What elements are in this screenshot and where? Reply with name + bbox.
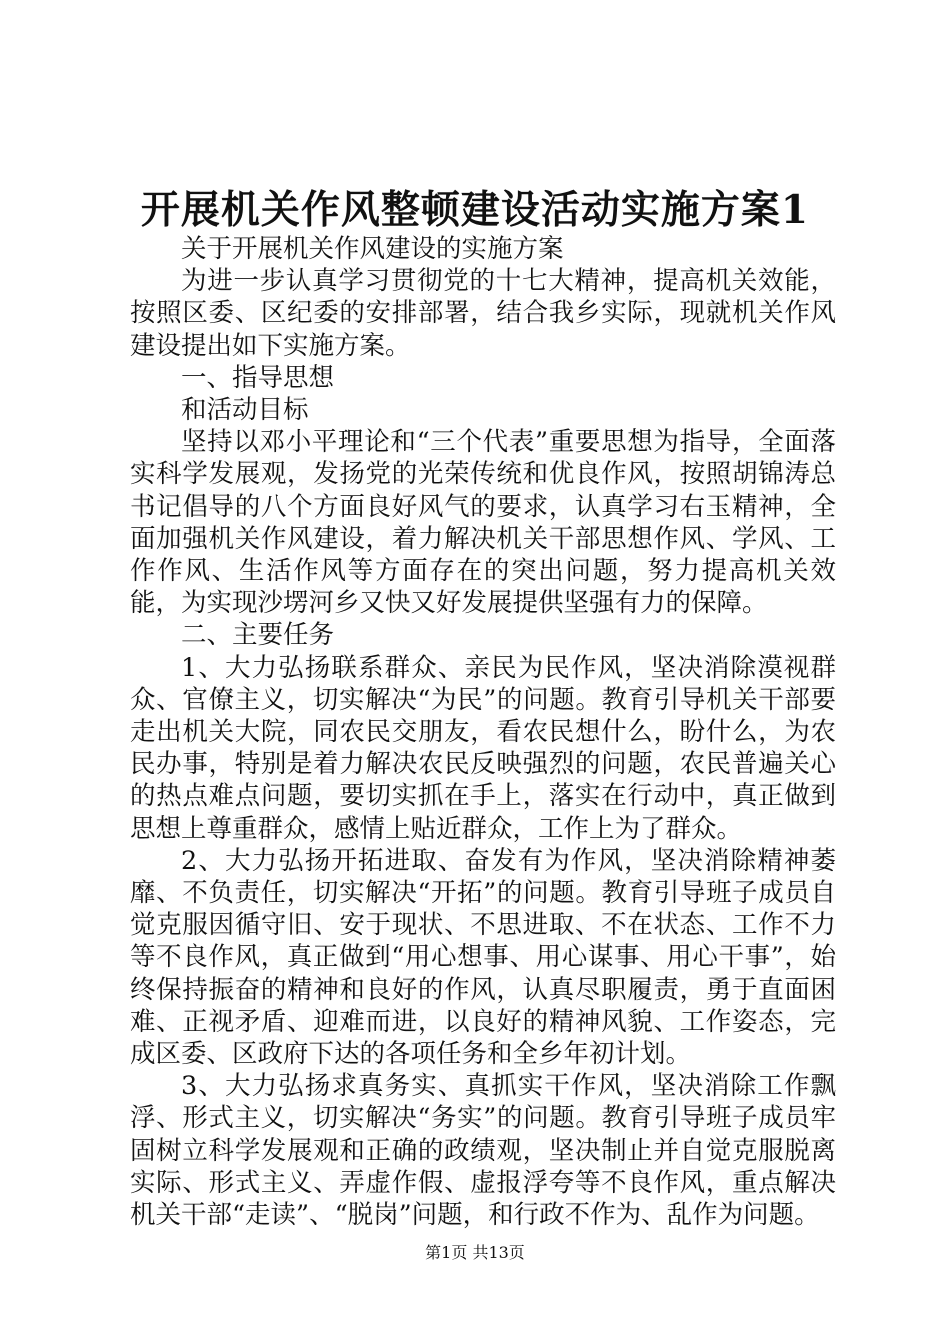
paragraph-task-3: 3、大力弘扬求真务实、真抓实干作风，坚决消除工作飘浮、形式主义，切实解决“务实”的问题。教育引导班子成员牢固树立科学发展观和正确的政绩观，坚决制止并自觉克服脱离实际、形式主义、弄虚作假、虚报浮夸等不良作风，重点解决机关干部“走读”、“脱岗”问题，和行政不作为、乱作为问题。 [130, 1071, 836, 1231]
document-body [130, 233, 836, 1231]
paragraph-task-1: 1、大力弘扬联系群众、亲民为民作风，坚决消除漠视群众、官僚主义，切实解决“为民”的问题。教育引导机关干部要走出机关大院，同农民交朋友，看农民想什么，盼什么，为农民办事，特别是着力解决农民反映强烈的问题，农民普遍关心的热点难点问题，要切实抓在手上，落实在行动中，真正做到思想上尊重群众，感情上贴近群众，工作上为了群众。 [130, 652, 836, 844]
paragraph-subtitle: 关于开展机关作风建设的实施方案 [181, 234, 564, 264]
section-heading-activity-goal: 和活动目标 [181, 395, 309, 426]
section-heading-main-tasks: 二、主要任务 [181, 620, 335, 651]
paragraph-task-2: 2、大力弘扬开拓进取、奋发有为作风，坚决消除精神萎靡、不负责任，切实解决“开拓”的问题。教育引导班子成员自觉克服因循守旧、安于现状、不思进取、不在状态、工作不力等不良作风，真正做到“用心想事、用心谋事、用心干事”，始终保持振奋的精神和良好的作风，认真尽职履责，勇于直面困难、正视矛盾、迎难而进，以良好的精神风貌、工作姿态，完成区委、区政府下达的各项任务和全乡年初计划。 [130, 845, 836, 1070]
document-title: 开展机关作风整顿建设活动实施方案1 [140, 187, 810, 233]
section-heading-guiding-thought: 一、指导思想 [181, 362, 335, 393]
page-number-footer: 第1页 共13页 [425, 1243, 525, 1262]
paragraph-guiding-content: 坚持以邓小平理论和“三个代表”重要思想为指导，全面落实科学发展观，发扬党的光荣传统和优良作风，按照胡锦涛总书记倡导的八个方面良好风气的要求，认真学习右玉精神，全面加强机关作风建设，着力解决机关干部思想作风、学风、工作作风、生活作风等方面存在的突出问题，努力提高机关效能，为实现沙塄河乡又快又好发展提供坚强有力的保障。 [130, 427, 836, 619]
paragraph-intro: 为进一步认真学习贯彻党的十七大精神，提高机关效能，按照区委、区纪委的安排部署，结合我乡实际，现就机关作风建设提出如下实施方案。 [130, 266, 836, 361]
